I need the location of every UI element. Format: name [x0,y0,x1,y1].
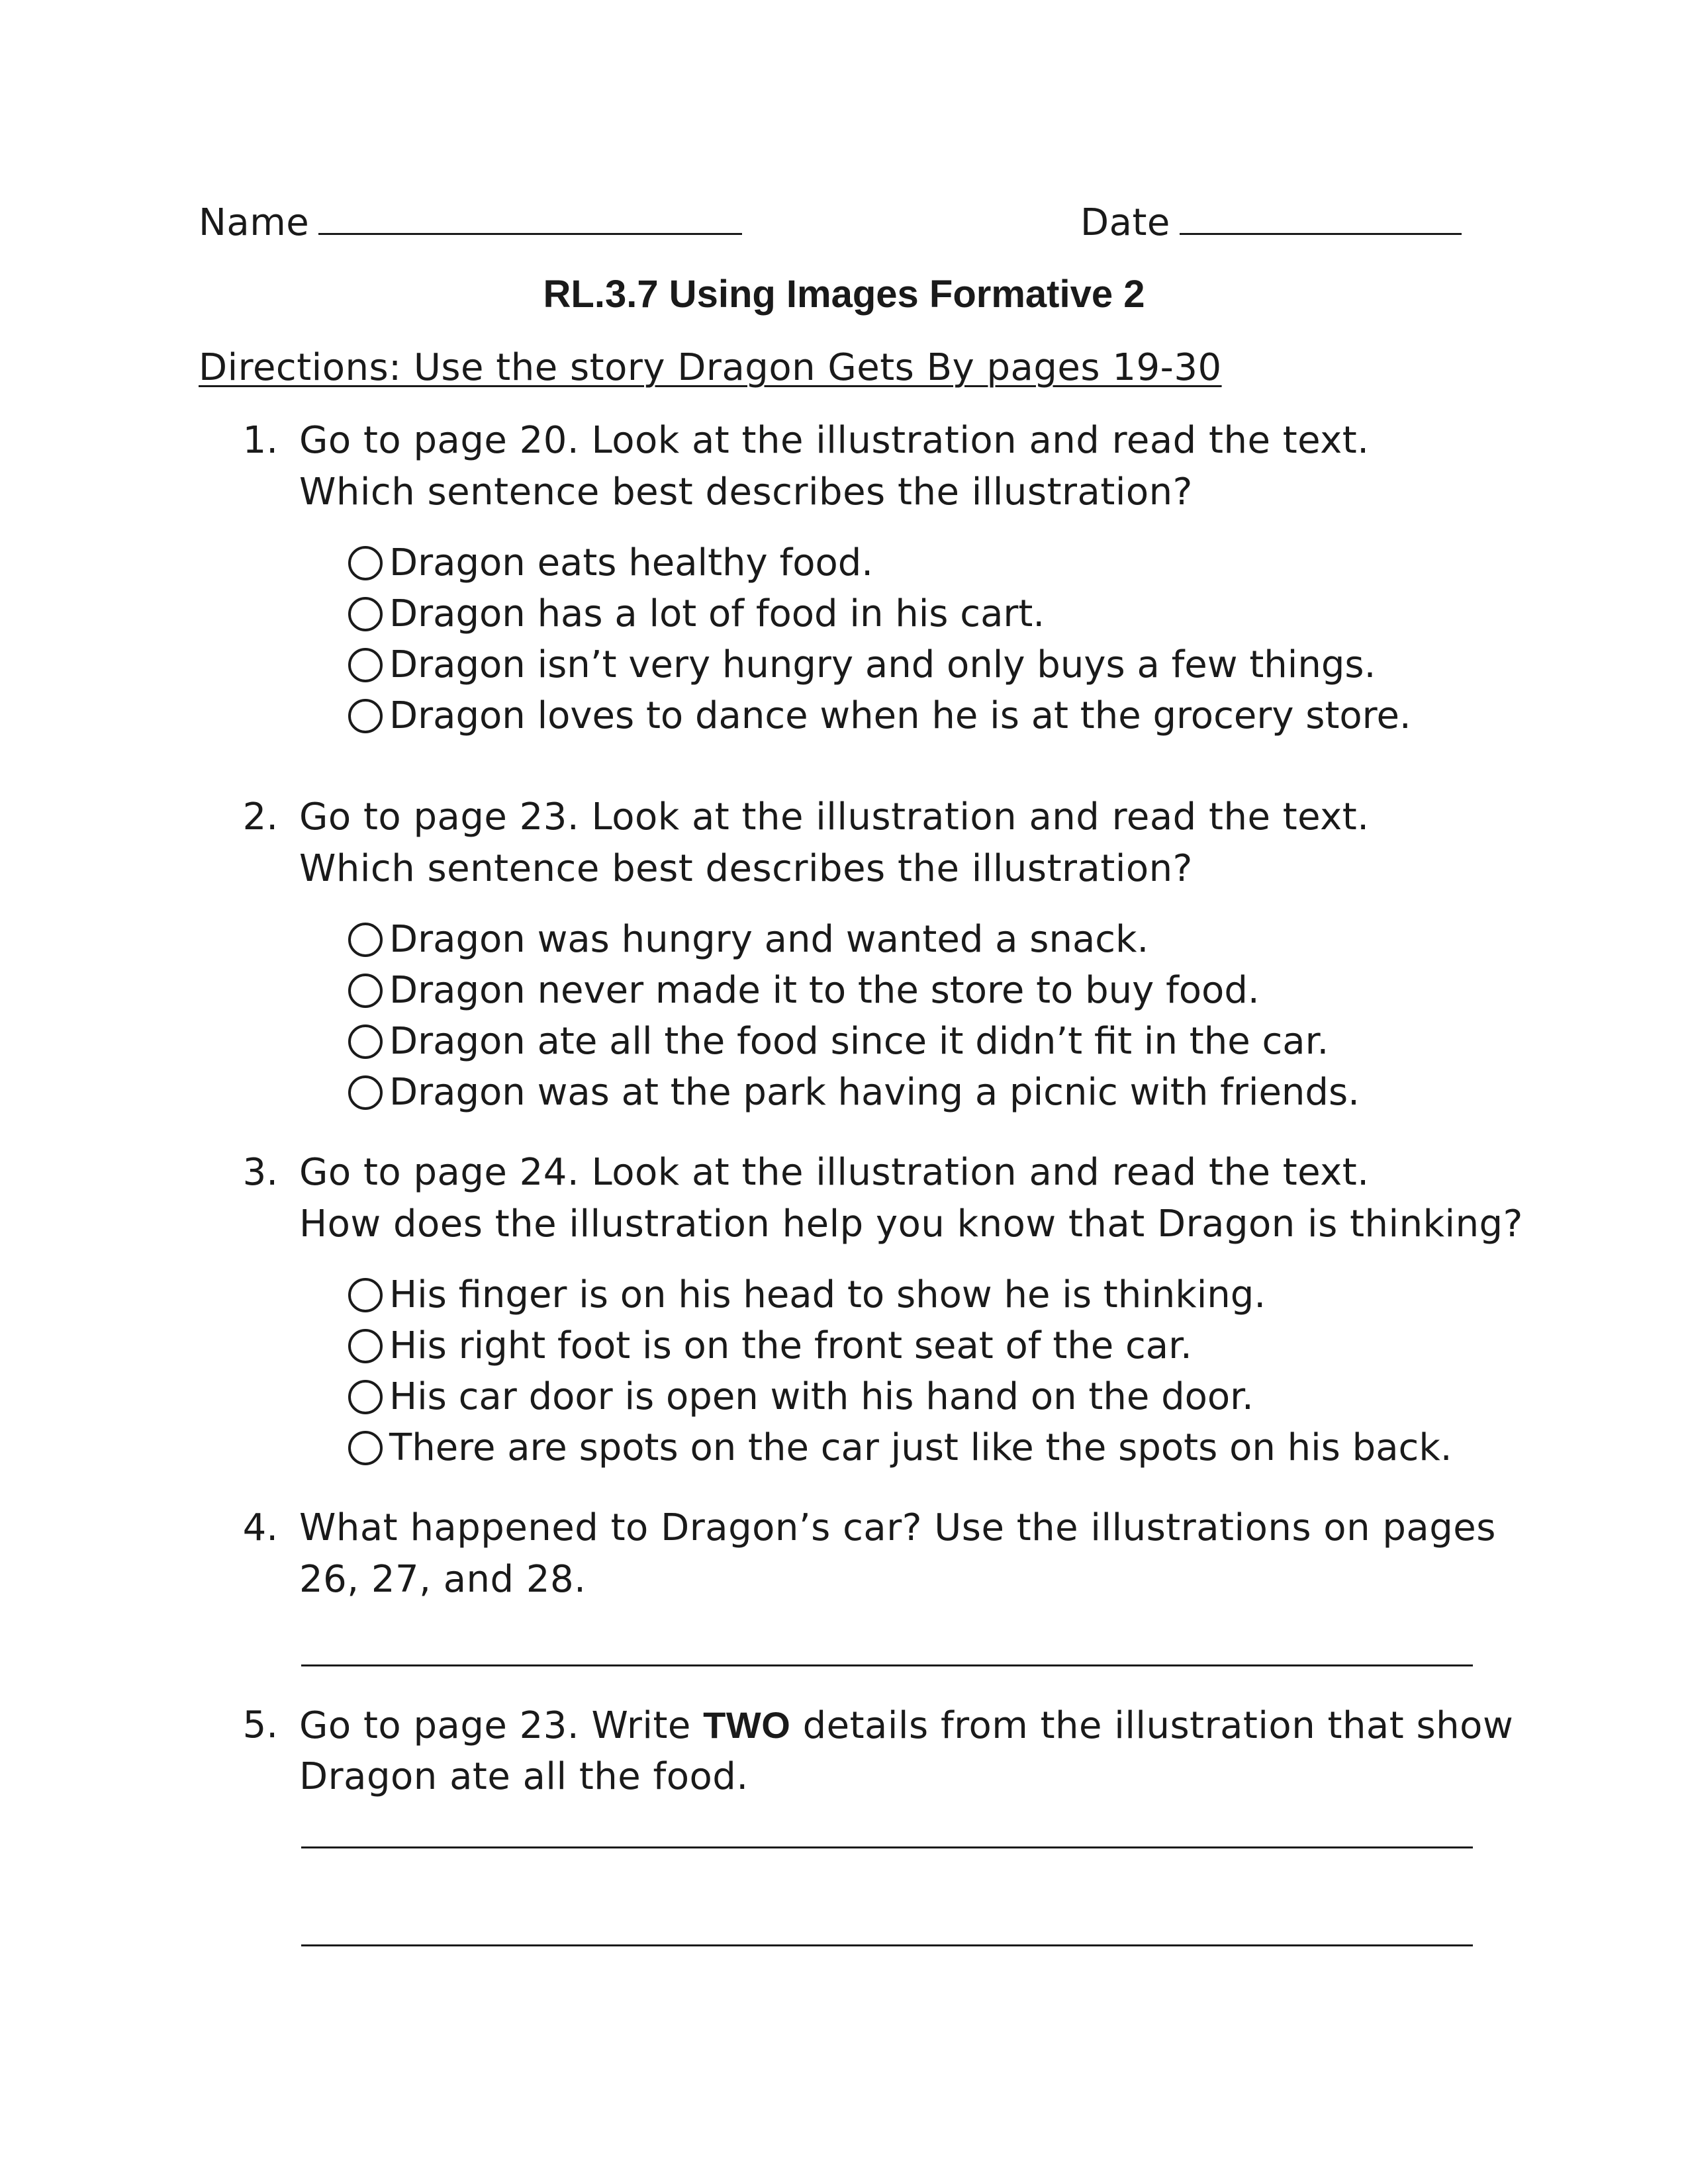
q5-answer-line-1[interactable] [301,1846,1473,1848]
page-title: RL.3.7 Using Images Formative 2 [543,273,1145,316]
radio-circle-icon[interactable] [348,1024,383,1059]
q5-answer-line-2[interactable] [301,1944,1473,1946]
name-label: Name [199,201,310,244]
date-field[interactable] [1080,200,1462,244]
q3-option-d[interactable] [348,1427,1452,1469]
radio-circle-icon[interactable] [348,1431,383,1465]
q1-option-b[interactable] [348,593,1045,635]
radio-circle-icon[interactable] [348,1278,383,1312]
radio-circle-icon[interactable] [348,597,383,631]
q5-line-1-start: Go to page 23. Write [299,1704,704,1747]
q2-option-a[interactable] [348,919,1149,961]
question-5-number: 5. [242,1704,278,1747]
option-label: Dragon ate all the food since it didn’t fit in the car. [389,1020,1329,1063]
question-1-line-2: Which sentence best describes the illustration? [299,471,1193,514]
question-3-number: 3. [242,1151,278,1194]
question-1-number: 1. [242,419,278,462]
q1-option-c[interactable] [348,644,1376,686]
question-4-line-2: 26, 27, and 28. [299,1558,586,1601]
date-label: Date [1080,201,1170,244]
option-label: His right foot is on the front seat of the car. [389,1324,1192,1367]
name-blank[interactable] [318,200,742,235]
q5-emphasis: TWO [703,1704,791,1746]
radio-circle-icon[interactable] [348,923,383,957]
option-label: His finger is on his head to show he is thinking. [389,1273,1266,1316]
option-label: There are spots on the car just like the spots on his back. [389,1426,1452,1469]
q5-line-1-end: details from the illustration that show [790,1704,1514,1747]
option-label: His car door is open with his hand on the door. [389,1375,1254,1418]
question-5-line-1 [299,1704,1513,1747]
question-5-line-2: Dragon ate all the food. [299,1755,749,1798]
q1-option-d[interactable] [348,695,1411,737]
q2-option-b[interactable] [348,970,1260,1012]
radio-circle-icon[interactable] [348,699,383,733]
q3-option-a[interactable] [348,1274,1266,1316]
directions: Directions: Use the story Dragon Gets By pages 19-30 [199,346,1222,389]
radio-circle-icon[interactable] [348,1075,383,1110]
date-blank[interactable] [1180,200,1462,235]
q3-option-b[interactable] [348,1325,1192,1367]
q2-option-c[interactable] [348,1021,1329,1063]
q3-option-c[interactable] [348,1376,1254,1418]
question-1-line-1: Go to page 20. Look at the illustration and read the text. [299,419,1370,462]
question-4-line-1: What happened to Dragon’s car? Use the illustrations on pages [299,1506,1496,1549]
radio-circle-icon[interactable] [348,648,383,682]
question-2-number: 2. [242,796,278,839]
question-2-line-1: Go to page 23. Look at the illustration and read the text. [299,796,1370,839]
option-label: Dragon has a lot of food in his cart. [389,592,1045,635]
radio-circle-icon[interactable] [348,974,383,1008]
radio-circle-icon[interactable] [348,1329,383,1363]
question-2-line-2: Which sentence best describes the illustration? [299,847,1193,890]
option-label: Dragon never made it to the store to buy food. [389,969,1260,1012]
question-3-line-2: How does the illustration help you know that Dragon is thinking? [299,1203,1523,1246]
q4-answer-line[interactable] [301,1664,1473,1666]
option-label: Dragon was hungry and wanted a snack. [389,918,1149,961]
name-field[interactable] [199,200,742,244]
question-3-line-1: Go to page 24. Look at the illustration and read the text. [299,1151,1370,1194]
q2-option-d[interactable] [348,1071,1360,1114]
option-label: Dragon was at the park having a picnic with friends. [389,1071,1360,1114]
radio-circle-icon[interactable] [348,1380,383,1414]
q1-option-a[interactable] [348,542,873,584]
option-label: Dragon isn’t very hungry and only buys a few things. [389,643,1376,686]
radio-circle-icon[interactable] [348,546,383,580]
option-label: Dragon loves to dance when he is at the grocery store. [389,694,1411,737]
question-4-number: 4. [242,1506,278,1549]
option-label: Dragon eats healthy food. [389,541,874,584]
